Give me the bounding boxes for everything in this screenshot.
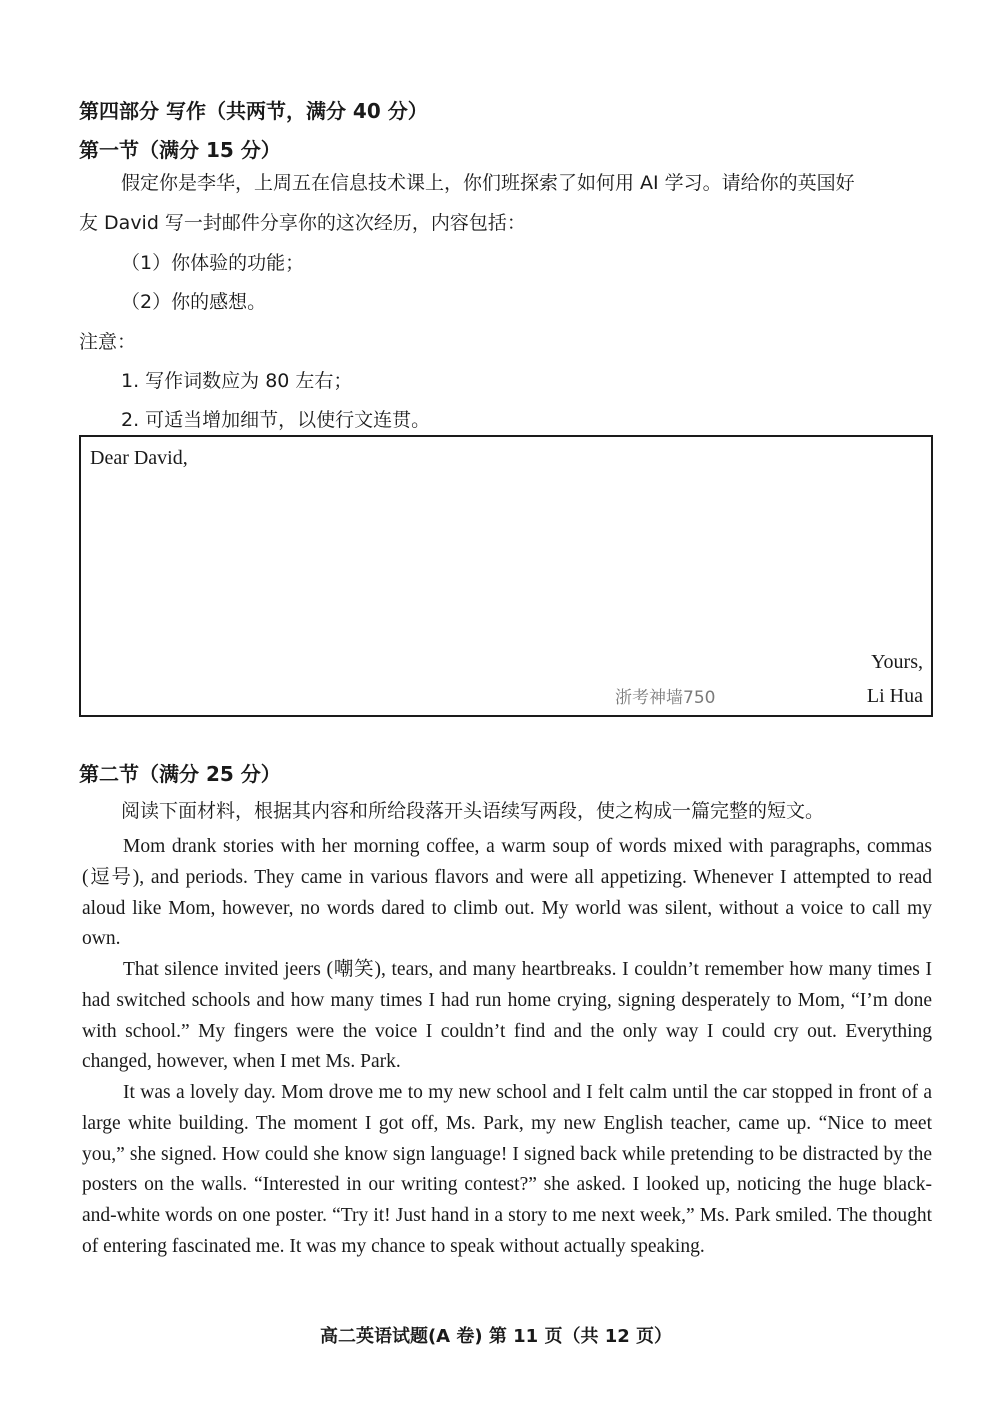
section1-prompt-line1: 假定你是李华，上周五在信息技术课上，你们班探索了如何用 AI 学习。请给你的英国好 xyxy=(121,172,855,194)
part-title: 第四部分 写作（共两节，满分 40 分） xyxy=(79,99,428,123)
note-1: 1. 写作词数应为 80 左右； xyxy=(121,370,353,392)
story-paragraph-1: Mom drank stories with her morning coffee, a warm soup of words mixed with paragraphs, commas (逗号), and periods. They came in various flavors and were all appetizing. Whenever I attempted to read aloud like Mom, however, no words dared to climb out. My world was silent, without a voice to call my own. xyxy=(82,836,932,950)
section1-title: 第一节（满分 15 分） xyxy=(79,138,281,162)
section2-instruction: 阅读下面材料，根据其内容和所给段落开头语续写两段，使之构成一篇完整的短文。 xyxy=(121,800,825,822)
content-point-2: （2）你的感想。 xyxy=(121,291,267,313)
letter-closing: Yours, xyxy=(871,651,923,673)
watermark: 浙考神墙750 xyxy=(615,688,716,708)
letter-signature: Li Hua xyxy=(866,685,923,707)
content-point-1: （1）你体验的功能； xyxy=(121,252,305,274)
story-paragraph-3: It was a lovely day. Mom drove me to my new school and I felt calm until the car stopped in front of a large white building. The moment I got off, Ms. Park, my new English teacher, came up. “Nice to meet you,” she signed. How could she know sign language! I signed back while pretending to be distracted by the posters on the walls. “Interested in our writing contest?” she asked. I looked up, noticing the huge black-and-white words on one poster. “Try it! Just hand in a story to me next week,” Ms. Park smiled. The thought of entering fascinated me. It was my chance to speak without actually speaking. xyxy=(82,1082,932,1257)
note-2: 2. 可适当增加细节，以使行文连贯。 xyxy=(121,409,431,431)
letter-answer-box[interactable] xyxy=(79,435,933,717)
story-paragraph-2: That silence invited jeers (嘲笑), tears, and many heartbreaks. I couldn’t remember how many times I had switched schools and how many times I had run home crying, signing desperately to Mom, “I’m done with school.” My fingers were the voice I couldn’t find and the only way I could cry out. Everything changed, however, when I met Ms. Park. xyxy=(82,959,932,1073)
section1-prompt-line2: 友 David 写一封邮件分享你的这次经历，内容包括： xyxy=(79,212,526,234)
section2-title: 第二节（满分 25 分） xyxy=(79,762,281,786)
page-footer: 高二英语试题(A 卷) 第 11 页（共 12 页） xyxy=(319,1326,673,1347)
notes-label: 注意： xyxy=(79,331,137,353)
letter-greeting: Dear David, xyxy=(90,447,188,469)
